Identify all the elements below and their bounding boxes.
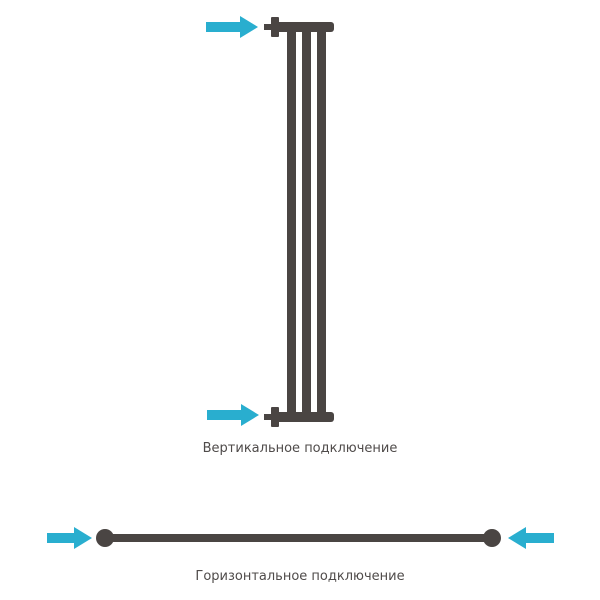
right-inlet-arrow-left-icon xyxy=(508,527,554,549)
figure-caption: Горизонтальное подключение xyxy=(195,569,405,584)
top-inlet-arrow-right-icon xyxy=(206,16,258,38)
arrow-head xyxy=(240,16,258,38)
bottom-connection-stub xyxy=(264,414,282,420)
left-inlet-arrow-right-icon xyxy=(47,527,92,549)
arrow-shaft xyxy=(47,533,74,543)
arrow-shaft xyxy=(526,533,554,543)
arrow-head xyxy=(241,404,259,426)
rail-tube xyxy=(317,32,326,412)
horizontal-pipe xyxy=(104,534,490,542)
arrow-head xyxy=(74,527,92,549)
arrow-shaft xyxy=(206,22,240,32)
top-union-nut xyxy=(271,17,279,37)
rail-tube xyxy=(287,32,296,412)
rail-tubes xyxy=(287,32,326,412)
bottom-header-pipe xyxy=(279,412,334,422)
top-header-pipe xyxy=(279,22,334,32)
rail-tube xyxy=(302,32,311,412)
arrow-head xyxy=(508,527,526,549)
arrow-shaft xyxy=(207,410,241,420)
bottom-inlet-arrow-right-icon xyxy=(207,404,259,426)
figure-caption: Вертикальное подключение xyxy=(202,441,398,456)
right-pipe-end-cap xyxy=(483,529,501,547)
